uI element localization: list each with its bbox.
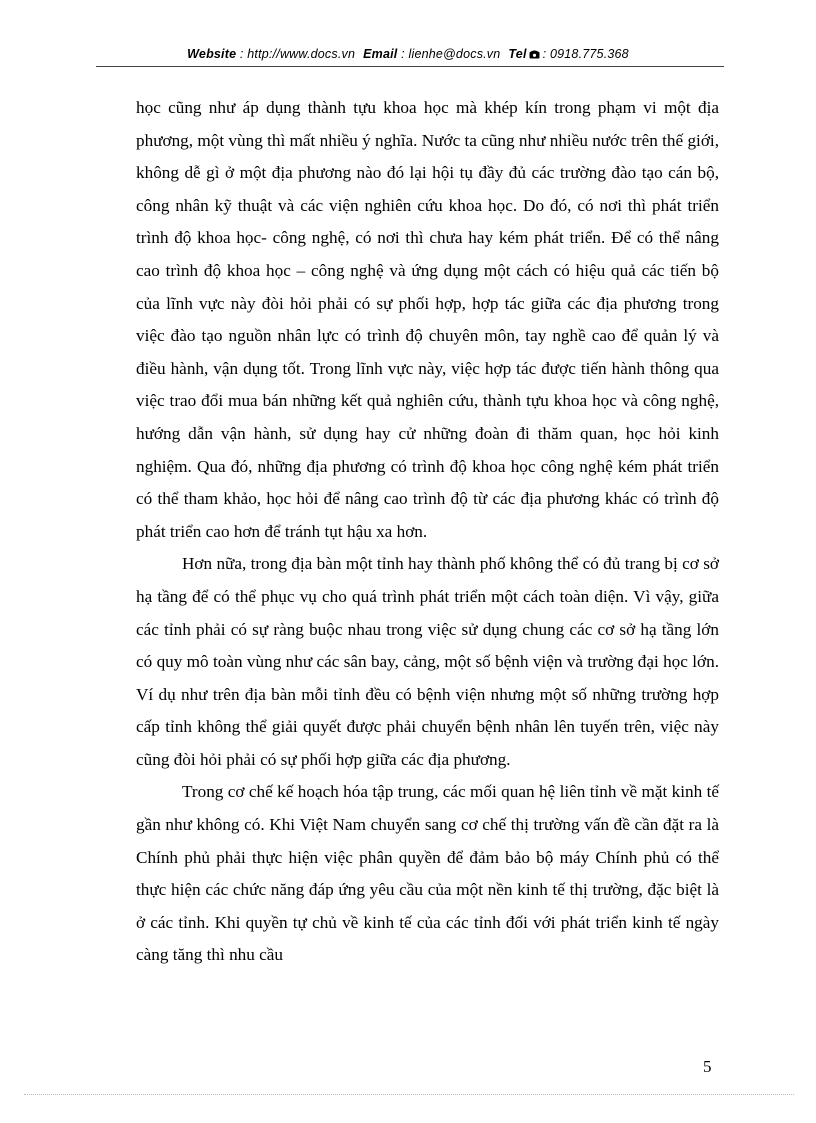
- website-url: http://www.docs.vn: [247, 47, 356, 61]
- header-divider: [96, 66, 724, 67]
- page-header: [0, 47, 816, 61]
- email-address: lienhe@docs.vn: [408, 47, 501, 61]
- email-separator: :: [397, 47, 409, 61]
- document-body: [136, 92, 719, 972]
- tel-label: Tel: [508, 47, 527, 61]
- website-label: Website: [187, 47, 237, 61]
- tel-number: : 0918.775.368: [542, 47, 629, 61]
- paragraph-1: học cũng như áp dụng thành tựu khoa học mà khép kín trong phạm vi một địa phương, một vùng thì mất nhiều ý nghĩa. Nước ta cũng như nhiều nước trên thế giới, không dễ gì ở một địa phương nào đó lại hội tụ đầy đủ các trường đào tạo cán bộ, công nhân kỹ thuật và các viện nghiên cứu khoa học. Do đó, có nơi thì phát triển trình độ khoa học- công nghệ, có nơi thì chưa hay kém phát triển. Để có thể nâng cao trình độ khoa học – công nghệ và ứng dụng một cách có hiệu quả các tiến bộ của lĩnh vực này đòi hỏi phải có sự phối hợp, hợp tác giữa các địa phương trong việc đào tạo nguồn nhân lực có trình độ chuyên môn, tay nghề cao để quản lý và điều hành, vận dụng tốt. Trong lĩnh vực này, việc hợp tác được tiến hành thông qua việc trao đổi mua bán những kết quả nghiên cứu, thành tựu khoa học và công nghệ, hướng dẫn vận hành, sử dụng hay cử những đoàn đi thăm quan, học hỏi kinh nghiệm. Qua đó, những địa phương có trình độ khoa học công nghệ kém phát triển có thể tham khảo, học hỏi để nâng cao trình độ từ các địa phương khác có trình độ phát triển cao hơn để tránh tụt hậu xa hơn.: [136, 98, 719, 541]
- page-number: 5: [703, 1057, 712, 1076]
- paragraph-3: Trong cơ chế kế hoạch hóa tập trung, các mối quan hệ liên tỉnh về mặt kinh tế gần như không có. Khi Việt Nam chuyển sang cơ chế thị trường vấn đề cần đặt ra là Chính phủ phải thực hiện việc phân quyền để đảm bảo bộ máy Chính phủ có thể thực hiện các chức năng đáp ứng yêu cầu của một nền kinh tế thị trường, đặc biệt là ở các tỉnh. Khi quyền tự chủ về kinh tế của các tỉnh đối với phát triển kinh tế ngày càng tăng thì nhu cầu: [136, 782, 719, 965]
- telephone-icon: [529, 48, 540, 58]
- page-bottom-border: [24, 1094, 794, 1095]
- paragraph-2: Hơn nữa, trong địa bàn một tỉnh hay thành phố không thể có đủ trang bị cơ sở hạ tầng để có thể phục vụ cho quá trình phát triển một cách toàn diện. Vì vậy, giữa các tỉnh phải có sự ràng buộc nhau trong việc sử dụng chung các cơ sở hạ tầng lớn có quy mô toàn vùng như các sân bay, cảng, một số bệnh viện và trường đại học lớn. Ví dụ như trên địa bàn mỗi tỉnh đều có bệnh viện nhưng một số những trường hợp cấp tỉnh không thể giải quyết được phải chuyển bệnh nhân lên tuyến trên, việc này cũng đòi hỏi phải có sự phối hợp giữa các địa phương.: [136, 554, 719, 769]
- email-label: Email: [363, 47, 398, 61]
- website-separator: :: [236, 47, 248, 61]
